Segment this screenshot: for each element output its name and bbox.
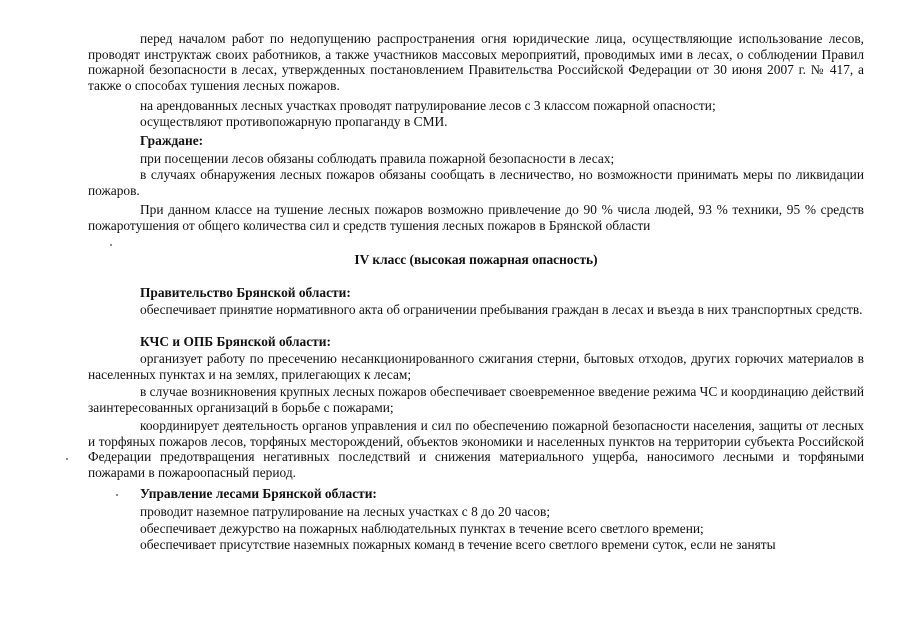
- scan-speck: [110, 244, 112, 246]
- paragraph: на арендованных лесных участках проводят патрулирование лесов с 3 классом пожарной опасности;: [140, 98, 716, 113]
- paragraph: проводит наземное патрулирование на лесных участках с 8 до 20 часов;: [140, 504, 551, 519]
- paragraph: при посещении лесов обязаны соблюдать правила пожарной безопасности в лесах;: [140, 151, 615, 166]
- class-title: IV класс (высокая пожарная опасность): [354, 252, 598, 267]
- section-heading: Управление лесами Брянской области:: [140, 486, 377, 501]
- scan-speck: [116, 494, 118, 496]
- scan-speck: [66, 458, 68, 460]
- paragraph: организует работу по пресечению несанкционированного сжигания стерни, бытовых отходов, других горючих материалов в населенных пунктах и на землях, прилегающих к лесам;: [88, 351, 864, 382]
- paragraph: перед началом работ по недопущению распространения огня юридические лица, осуществляющие использование лесов, проводят инструктаж своих работников, а также участников массовых мероприятий, проводимых ими в лесах, о соблюдении Правил пожарной безопасности в лесах, утвержденных постановлением Правительства Российской Федерации от 30 июня 2007 г. № 417, а также о способах тушения лесных пожаров.: [88, 31, 864, 93]
- paragraph: в случае возникновения крупных лесных пожаров обеспечивает своевременное введение режима ЧС и координацию действий заинтересованных организаций в борьбе с пожарами;: [88, 384, 865, 415]
- section-heading: КЧС и ОПБ Брянской области:: [140, 334, 331, 349]
- paragraph: координирует деятельность органов управления и сил по обеспечению пожарной безопасности населения, защиты от лесных и торфяных пожаров лесов, торфяных месторождений, объектов экономики и населенных пунктов на территории субъекта Российской Федерации предотвращения негативных последствий и снижения материального ущерба, наносимого лесными и торфяными пожарами в пожароопасный период.: [88, 418, 864, 480]
- paragraph: в случаях обнаружения лесных пожаров обязаны сообщать в лесничество, но возможности принимать меры по ликвидации пожаров.: [88, 167, 864, 198]
- section-heading: Граждане:: [140, 133, 204, 148]
- paragraph: обеспечивает дежурство на пожарных наблюдательных пунктах в течение всего светлого времени;: [140, 521, 704, 536]
- paragraph: При данном классе на тушение лесных пожаров возможно привлечение до 90 % числа людей, 93 % техники, 95 % средств пожаротушения от общего количества сил и средств тушения лесных пожаров в Брянской области: [88, 202, 864, 233]
- paragraph: обеспечивает присутствие наземных пожарных команд в течение всего светлого времени суток, если не заняты: [140, 537, 776, 552]
- section-heading: Правительство Брянской области:: [140, 285, 351, 300]
- paragraph: осуществляют противопожарную пропаганду в СМИ.: [140, 114, 448, 129]
- paragraph: обеспечивает принятие нормативного акта об ограничении пребывания граждан в лесах и въезда в них транспортных средств.: [140, 302, 863, 317]
